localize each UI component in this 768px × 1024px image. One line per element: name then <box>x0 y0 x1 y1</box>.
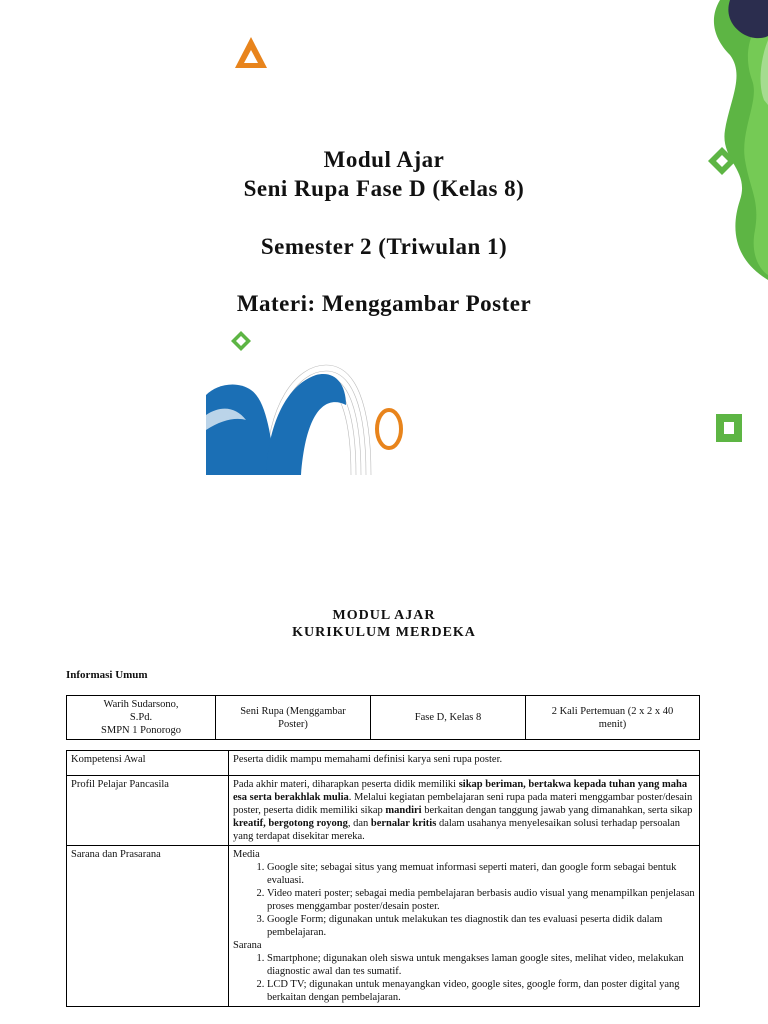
phase-cell: Fase D, Kelas 8 <box>371 696 526 740</box>
list-item: 2. Video materi poster; sebagai media pembelajaran berbasis audio visual yang menampilkan penjelasan proses menggambar poster/desain poster. <box>267 887 695 913</box>
profil-text-4: , dan <box>347 818 371 829</box>
table-row <box>67 846 700 1007</box>
sarana-heading: Sarana <box>233 940 262 951</box>
cover-title-line3: Semester 2 (Triwulan 1) <box>260 234 508 259</box>
author-title: S.Pd. <box>129 712 153 723</box>
list-item: 1. Google site; sebagai situs yang memuat informasi seperti materi, dan google form sebagai bentuk evaluasi. <box>267 861 695 887</box>
profil-text-2: . Melalui kegiatan pembelajaran seni rupa pada materi menggambar poster/desain poster, peserta didik memiliki sikap <box>233 792 693 816</box>
meeting-line1: 2 Kali Pertemuan (2 x 2 x 40 <box>551 705 674 717</box>
school-name: SMPN 1 Ponorogo <box>101 725 181 736</box>
sarana-list <box>233 952 695 1004</box>
cover-title-line2: Seni Rupa Fase D (Kelas 8) <box>243 176 525 201</box>
profil-label: Profil Pelajar Pancasila <box>67 776 229 846</box>
table-row <box>67 696 700 740</box>
profil-bold-2: mandiri <box>385 805 422 816</box>
profil-text-1: Pada akhir materi, diharapkan peserta didik memiliki <box>233 779 459 790</box>
author-name: Warih Sudarsono, <box>103 699 179 710</box>
module-heading: MODUL AJAR <box>332 608 436 623</box>
subject-cell <box>216 696 371 740</box>
cover-title-line1: Modul Ajar <box>323 147 445 172</box>
kompetensi-text: Peserta didik mampu memahami definisi karya seni rupa poster. <box>229 751 700 776</box>
media-heading: Media <box>233 849 260 860</box>
sarana-content <box>229 846 700 1007</box>
curriculum-heading: KURIKULUM MERDEKA <box>292 625 476 640</box>
blue-wave-decoration <box>206 345 376 475</box>
profil-bold-1: sikap beriman, bertakwa kepada tuhan yang maha esa serta berakhlak mulia <box>233 779 688 803</box>
profil-bold-4: bernalar kritis <box>370 818 437 829</box>
info-section-label: Informasi Umum <box>66 669 148 681</box>
media-list <box>233 861 695 939</box>
general-info-table <box>66 695 700 740</box>
table-row <box>67 751 700 776</box>
kompetensi-label: Kompetensi Awal <box>67 751 229 776</box>
orange-ring-icon <box>373 405 405 453</box>
list-item: 3. Google Form; digunakan untuk melakukan tes diagnostik dan tes evaluasi peserta didik dalam pembelajaran. <box>267 913 695 939</box>
green-square-icon <box>714 412 744 444</box>
orange-triangle-icon <box>232 34 270 72</box>
sarana-label: Sarana dan Prasarana <box>67 846 229 1007</box>
meeting-line2: menit) <box>598 718 627 730</box>
author-cell <box>67 696 216 740</box>
meeting-cell <box>526 696 700 740</box>
list-item: 1. Smartphone; digunakan oleh siswa untuk mengakses laman google sites, melihat video, melakukan diagnostic awal dan tes sumatif. <box>267 952 695 978</box>
subject-line1: Seni Rupa (Menggambar <box>240 705 346 717</box>
subject-line2: Poster) <box>278 718 308 730</box>
table-row <box>67 776 700 846</box>
list-item: 2. LCD TV; digunakan untuk menayangkan video, google sites, google form, dan poster digital yang berkaitan dengan pembelajaran. <box>267 978 695 1004</box>
details-table <box>66 750 700 1007</box>
profil-text-5: dalam usahanya menyelesaikan solusi terhadap persoalan yang terdapat disekitar mereka. <box>233 818 681 842</box>
profil-text <box>229 776 700 846</box>
profil-bold-3: kreatif, bergotong royong <box>233 818 348 829</box>
cover-title-line4: Materi: Menggambar Poster <box>236 291 532 316</box>
profil-text-3: berkaitan dengan tanggung jawab yang dimanahkan, serta sikap <box>421 805 693 816</box>
